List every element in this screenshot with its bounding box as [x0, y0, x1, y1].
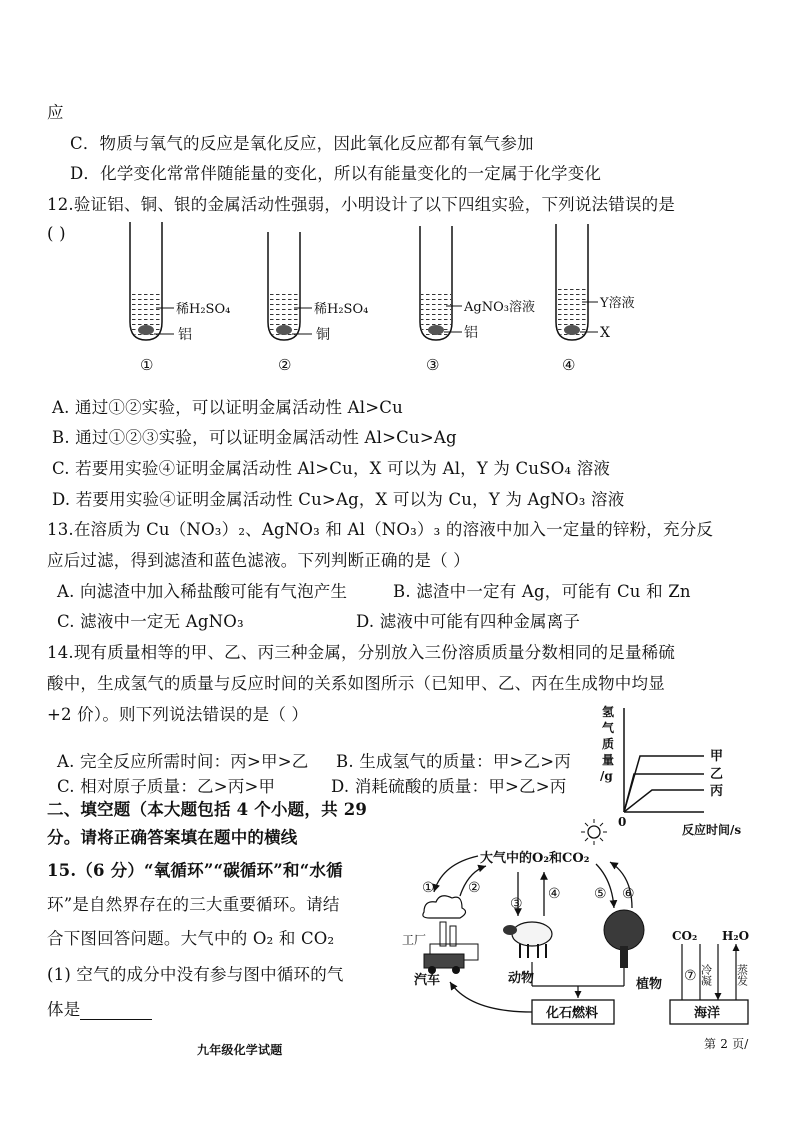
tube-3-number: ③ — [426, 356, 440, 374]
test-tube-2 — [268, 232, 312, 340]
tube-2-metal-label: 铜 — [316, 327, 330, 343]
evaporate-label: 蒸发 — [735, 964, 749, 986]
answer-bracket: ( ) — [47, 224, 66, 243]
question-15-line-1 — [47, 861, 343, 881]
footer-title: 九年级化学试题 — [197, 1043, 283, 1057]
question-15-line-2: 环”是自然界存在的三大重要循环。请结 — [47, 895, 340, 914]
answer-prefix: 体是 — [47, 1000, 81, 1019]
page-number: 第 2 页/ — [704, 1037, 749, 1051]
test-tube-1 — [130, 222, 174, 340]
q12-option-a: A. 通过①②实验，可以证明金属活动性 Al>Cu — [52, 398, 403, 417]
atmosphere-label: 大气中的O₂和CO₂ — [480, 851, 590, 866]
q14-option-c: C. 相对原子质量：乙>丙>甲 — [57, 777, 276, 796]
q13-option-a: A. 向滤渣中加入稀盐酸可能有气泡产生 — [57, 582, 348, 601]
tube-1-liquid-label: 稀H₂SO₄ — [176, 302, 231, 317]
question-14-line-1: 14.现有质量相等的甲、乙、丙三种金属，分别放入三份溶质质量分数相同的足量稀硫 — [47, 643, 676, 662]
question-13-line-2: 应后过滤，得到滤渣和蓝色滤液。下列判断正确的是（ ） — [47, 551, 470, 570]
question-15-sub-1-answer — [47, 1000, 152, 1020]
q14-option-d: D. 消耗硫酸的质量：甲>乙>丙 — [331, 777, 567, 796]
q13-option-d: D. 滤液中可能有四种金属离子 — [356, 612, 581, 631]
question-14-line-3: +2 价）。则下列说法错误的是（ ） — [47, 705, 309, 724]
tube-4-number: ④ — [562, 356, 576, 374]
q13-option-c: C. 滤液中一定无 AgNO₃ — [57, 612, 244, 631]
plant-label: 植物 — [636, 977, 663, 992]
section-2-heading-line-1: 二、填空题（本大题包括 4 个小题，共 29 — [47, 800, 368, 819]
tube-3-liquid-label: AgNO₃溶液 — [464, 300, 535, 315]
cycle-diagram — [400, 816, 770, 1036]
series-yi-label: 乙 — [710, 767, 724, 782]
q13-option-b: B. 滤渣中一定有 Ag，可能有 Cu 和 Zn — [393, 582, 691, 601]
metal-sample — [428, 325, 444, 335]
ocean-label: 海洋 — [694, 1006, 721, 1021]
metal-sample — [138, 325, 154, 335]
text-line: 应 — [47, 103, 64, 122]
h2o-label: H₂O — [722, 929, 750, 943]
q14-option-b: B. 生成氢气的质量：甲>乙>丙 — [336, 752, 571, 771]
animal-label: 动物 — [508, 971, 535, 986]
arrow-num-1: ① — [422, 880, 435, 896]
question-15-text: 15.（6 分）“氧循环”“碳循环”和“水循 — [47, 861, 343, 880]
chart-origin: 0 — [618, 815, 627, 829]
animal-sheep-icon — [503, 922, 552, 958]
test-tube-3 — [420, 226, 462, 340]
series-yi-line — [624, 774, 704, 812]
q12-option-b: B. 通过①②③实验，可以证明金属活动性 Al>Cu>Ag — [52, 428, 457, 447]
series-jia-line — [624, 756, 704, 812]
arrow-num-2: ② — [468, 880, 481, 896]
arrow-num-5: ⑤ — [594, 886, 607, 902]
answer-blank — [80, 1003, 152, 1020]
chart-ylabel-char: 质 — [602, 737, 615, 751]
question-12: 12.验证铝、铜、银的金属活动性强弱，小明设计了以下四组实验，下列说法错误的是 — [47, 195, 676, 214]
question-15-sub-1: (1) 空气的成分中没有参与图中循环的气 — [47, 965, 344, 984]
tube-4-liquid-label: Y溶液 — [600, 296, 635, 311]
factory-car-icon — [424, 922, 478, 974]
chart-ylabel-char: 氢 — [602, 705, 615, 719]
test-tube-4 — [556, 224, 598, 340]
condense-label: 冷凝 — [699, 964, 713, 986]
metal-sample — [564, 325, 580, 335]
fossil-fuel-label: 化石燃料 — [546, 1006, 599, 1021]
sun-icon — [581, 819, 607, 845]
chart-ylabel-char: 气 — [602, 721, 615, 735]
factory-label-1: 工厂 — [402, 933, 427, 947]
tube-4-metal-label: X — [600, 325, 610, 341]
test-tubes-figure — [120, 222, 640, 378]
section-2-heading-line-2: 分。请将正确答案填在题中的横线 — [47, 828, 298, 847]
chart-ylabel-char: 量 — [602, 753, 615, 767]
arrow-num-6: ⑥ — [622, 886, 635, 902]
q14-option-a: A. 完全反应所需时间：丙>甲>乙 — [57, 752, 309, 771]
series-jia-label: 甲 — [710, 749, 724, 764]
arrow-num-4: ④ — [548, 886, 561, 902]
tube-2-number: ② — [278, 356, 292, 374]
chart-ylabel-char: /g — [600, 769, 613, 783]
arrow-num-7: ⑦ — [684, 968, 697, 984]
plant-tree-icon — [604, 910, 644, 968]
option-c: C．物质与氧气的反应是氧化反应，因此氧化反应都有氧气参加 — [70, 134, 534, 153]
option-d: D．化学变化常常伴随能量的变化，所以有能量变化的一定属于化学变化 — [70, 164, 602, 183]
metal-sample — [276, 325, 292, 335]
series-bing-label: 丙 — [710, 784, 724, 799]
question-14-line-2: 酸中，生成氢气的质量与反应时间的关系如图所示（已知甲、乙、丙在生成物中均显 — [47, 674, 665, 693]
question-15-line-3: 合下图回答问题。大气中的 O₂ 和 CO₂ — [47, 929, 335, 948]
arrow-num-3: ③ — [510, 896, 523, 912]
tube-3-metal-label: 铝 — [464, 325, 478, 341]
tube-1-metal-label: 铝 — [178, 327, 192, 343]
car-label: 汽车 — [414, 973, 441, 988]
series-bing-line — [624, 790, 704, 812]
smoke-cloud-icon — [423, 896, 466, 918]
chart-xlabel: 反应时间/s — [682, 823, 742, 837]
q12-option-d: D. 若要用实验④证明金属活动性 Cu>Ag，X 可以为 Cu，Y 为 AgNO₃ 溶液 — [52, 490, 625, 509]
tube-2-liquid-label: 稀H₂SO₄ — [314, 302, 369, 317]
question-13-line-1: 13.在溶质为 Cu（NO₃）₂、AgNO₃ 和 Al（NO₃）₃ 的溶液中加入一定量的锌粉，充分反 — [47, 520, 714, 539]
tube-1-number: ① — [140, 356, 154, 374]
co2-label: CO₂ — [672, 929, 698, 943]
q12-option-c: C. 若要用实验④证明金属活动性 Al>Cu，X 可以为 Al，Y 为 CuSO₄ 溶液 — [52, 459, 611, 478]
